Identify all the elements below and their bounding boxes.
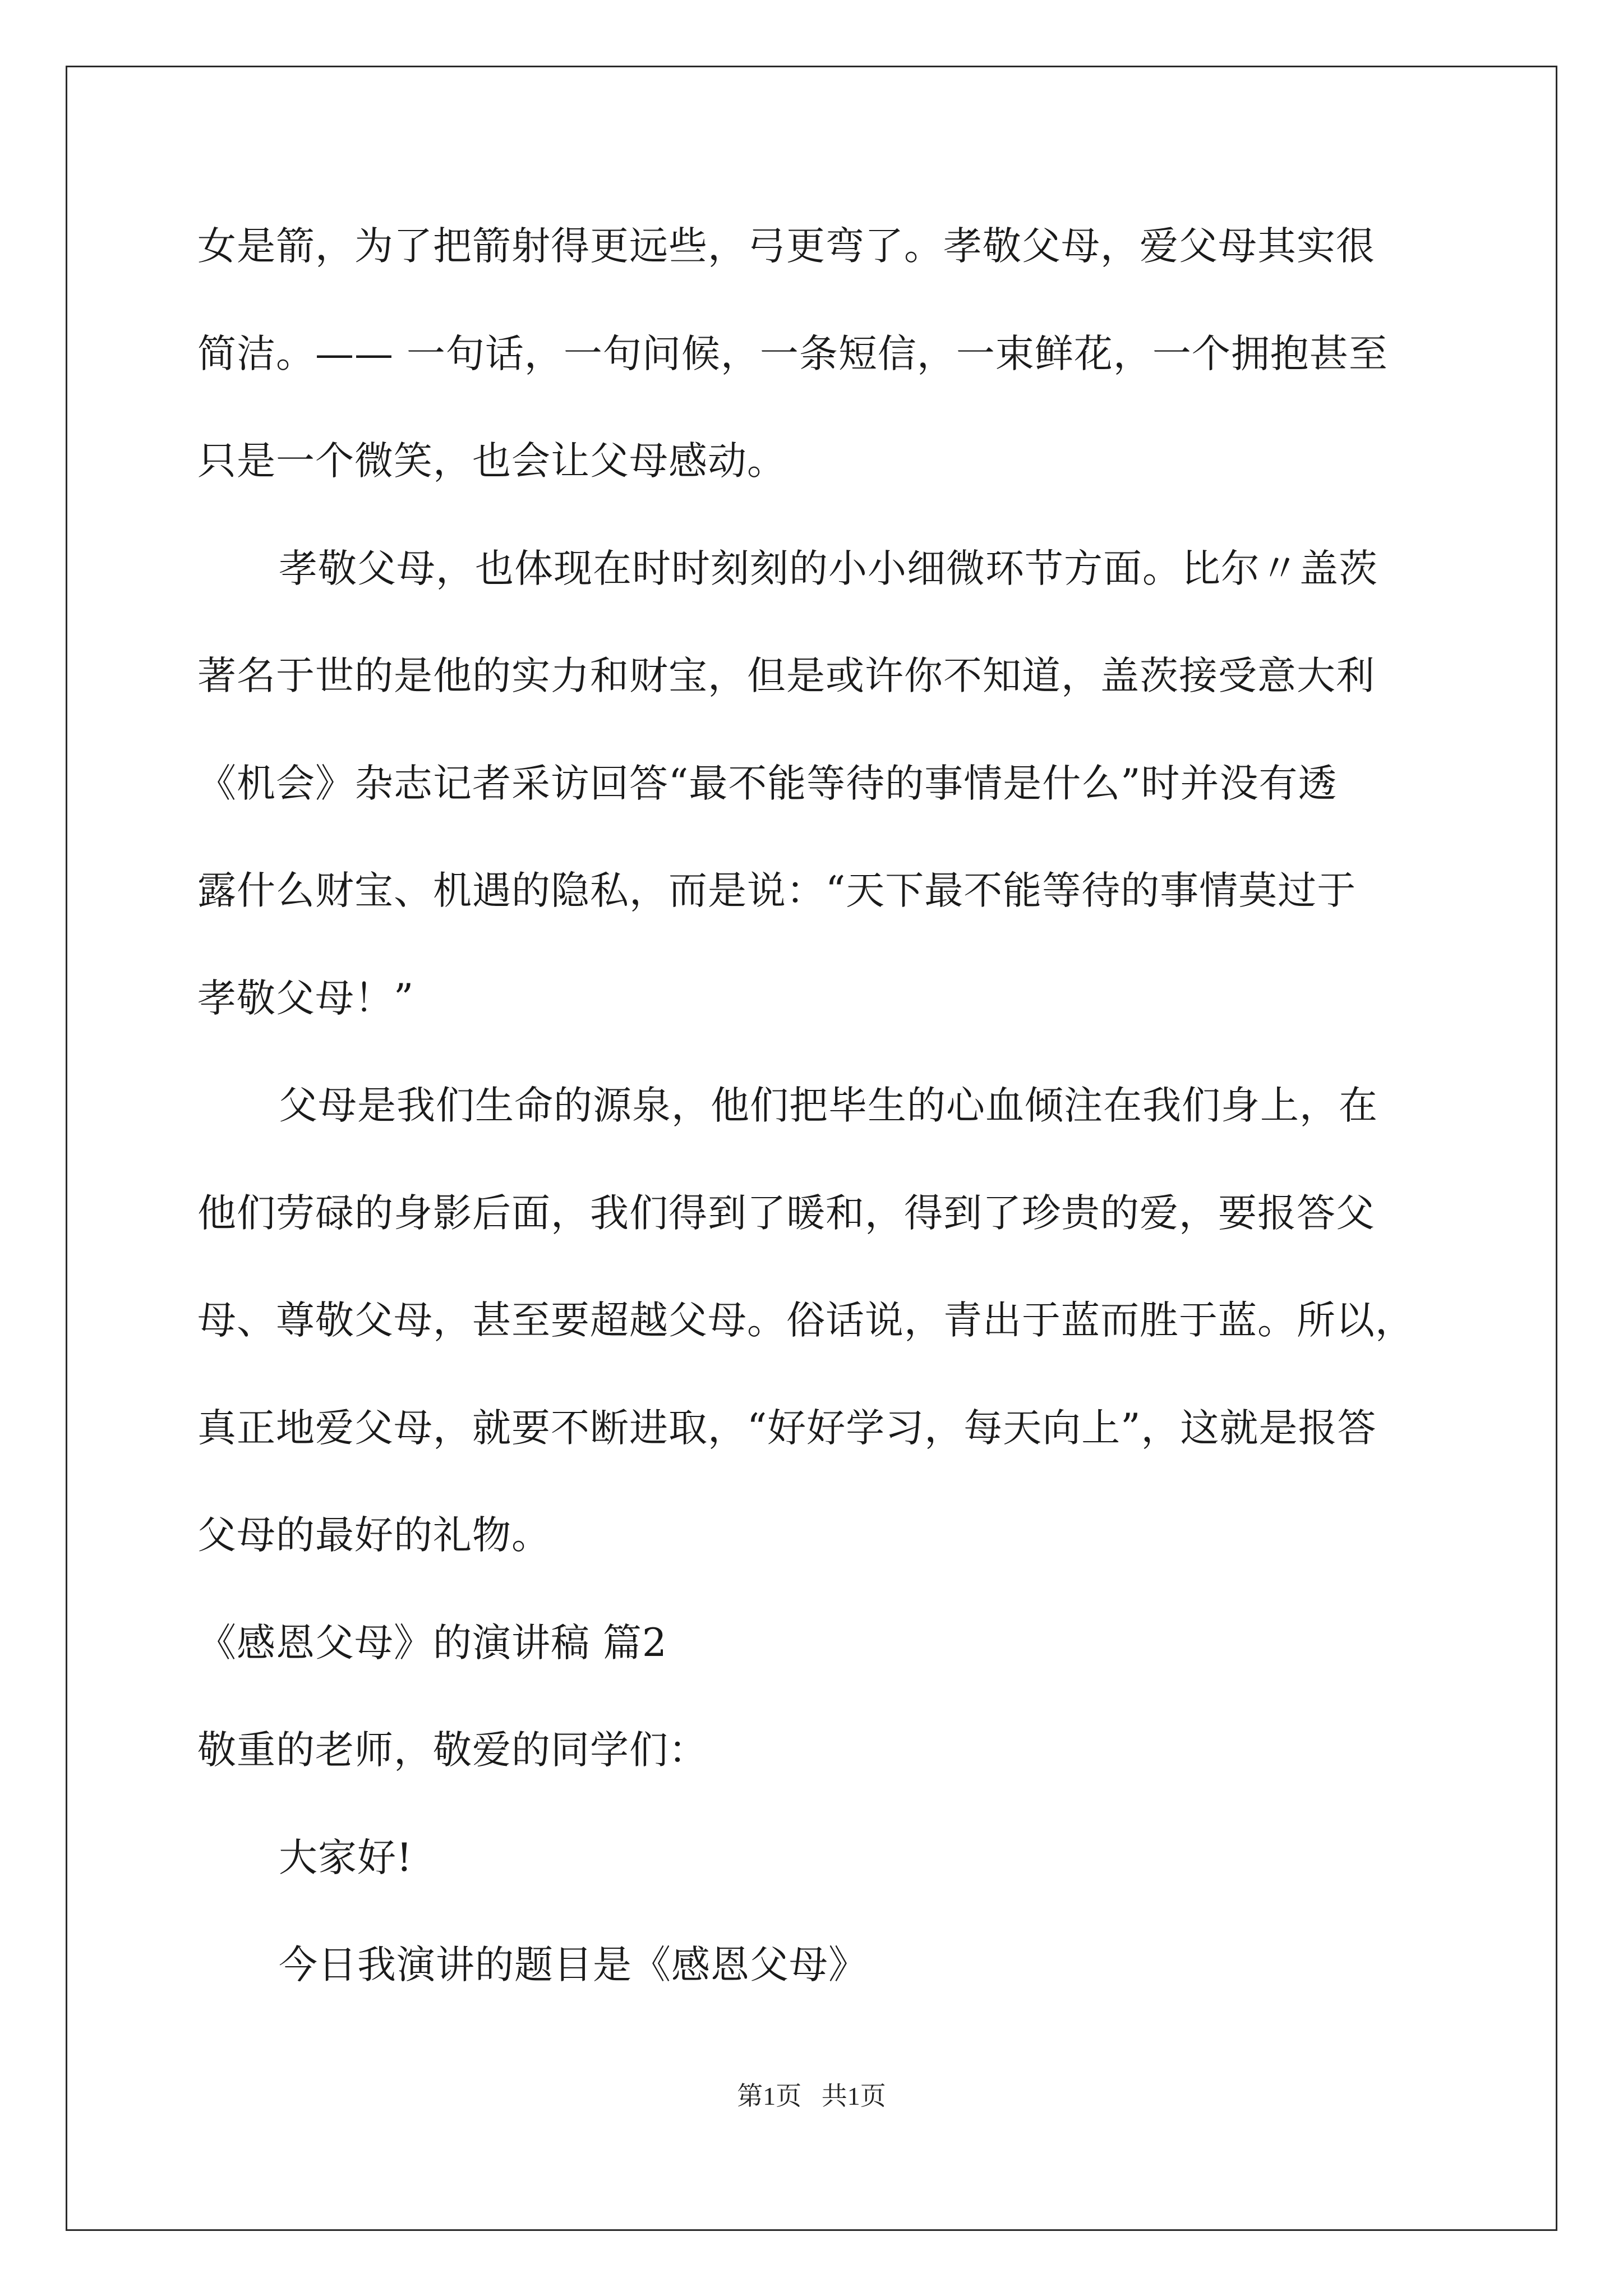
- page-border: [66, 66, 1557, 2231]
- body-line-11: 母、尊敬父母，甚至要超越父母。俗话说，青出于蓝而胜于蓝。所以，: [197, 1298, 1414, 1343]
- body-line-13: 父母的最好的礼物。: [197, 1513, 551, 1558]
- body-line-1: 女是箭，为了把箭射得更远些，弓更弯了。孝敬父母，爱父母其实很: [197, 224, 1375, 269]
- body-line-8: 孝敬父母！”: [197, 976, 414, 1021]
- page-footer: [0, 2076, 1623, 2113]
- body-line-5: 著名于世的是他的实力和财宝，但是或许你不知道，盖茨接受意大利: [197, 654, 1375, 698]
- body-line-12: 真正地爱父母，就要不断进取，“好好学习，每天向上”，这就是报答: [197, 1406, 1377, 1451]
- body-line-2: 简洁。—— 一句话，一句问候，一条短信，一束鲜花，一个拥抱甚至: [197, 332, 1388, 376]
- section-heading: 《感恩父母》的演讲稿 篇2: [197, 1621, 667, 1665]
- body-line-7: 露什么财宝、机遇的隐私，而是说：“天下最不能等待的事情莫过于: [197, 868, 1357, 913]
- body-line-9: 父母是我们生命的源泉，他们把毕生的心血倾注在我们身上，在: [279, 1083, 1378, 1128]
- salutation: 敬重的老师，敬爱的同学们：: [197, 1728, 708, 1773]
- greeting: 大家好!: [279, 1835, 413, 1880]
- page-number: 第1页: [737, 2082, 802, 2110]
- body-line-3: 只是一个微笑，也会让父母感动。: [197, 439, 786, 484]
- body-line-4: 孝敬父母，也体现在时时刻刻的小小细微环节方面。比尔〃盖茨: [279, 546, 1378, 591]
- body-line-6: 《机会》杂志记者采访回答“最不能等待的事情是什么”时并没有透: [197, 761, 1338, 806]
- speech-topic: 今日我演讲的题目是《感恩父母》: [279, 1943, 868, 1987]
- body-line-10: 他们劳碌的身影后面，我们得到了暖和，得到了珍贵的爱，要报答父: [197, 1191, 1375, 1236]
- page-total: 共1页: [821, 2082, 886, 2110]
